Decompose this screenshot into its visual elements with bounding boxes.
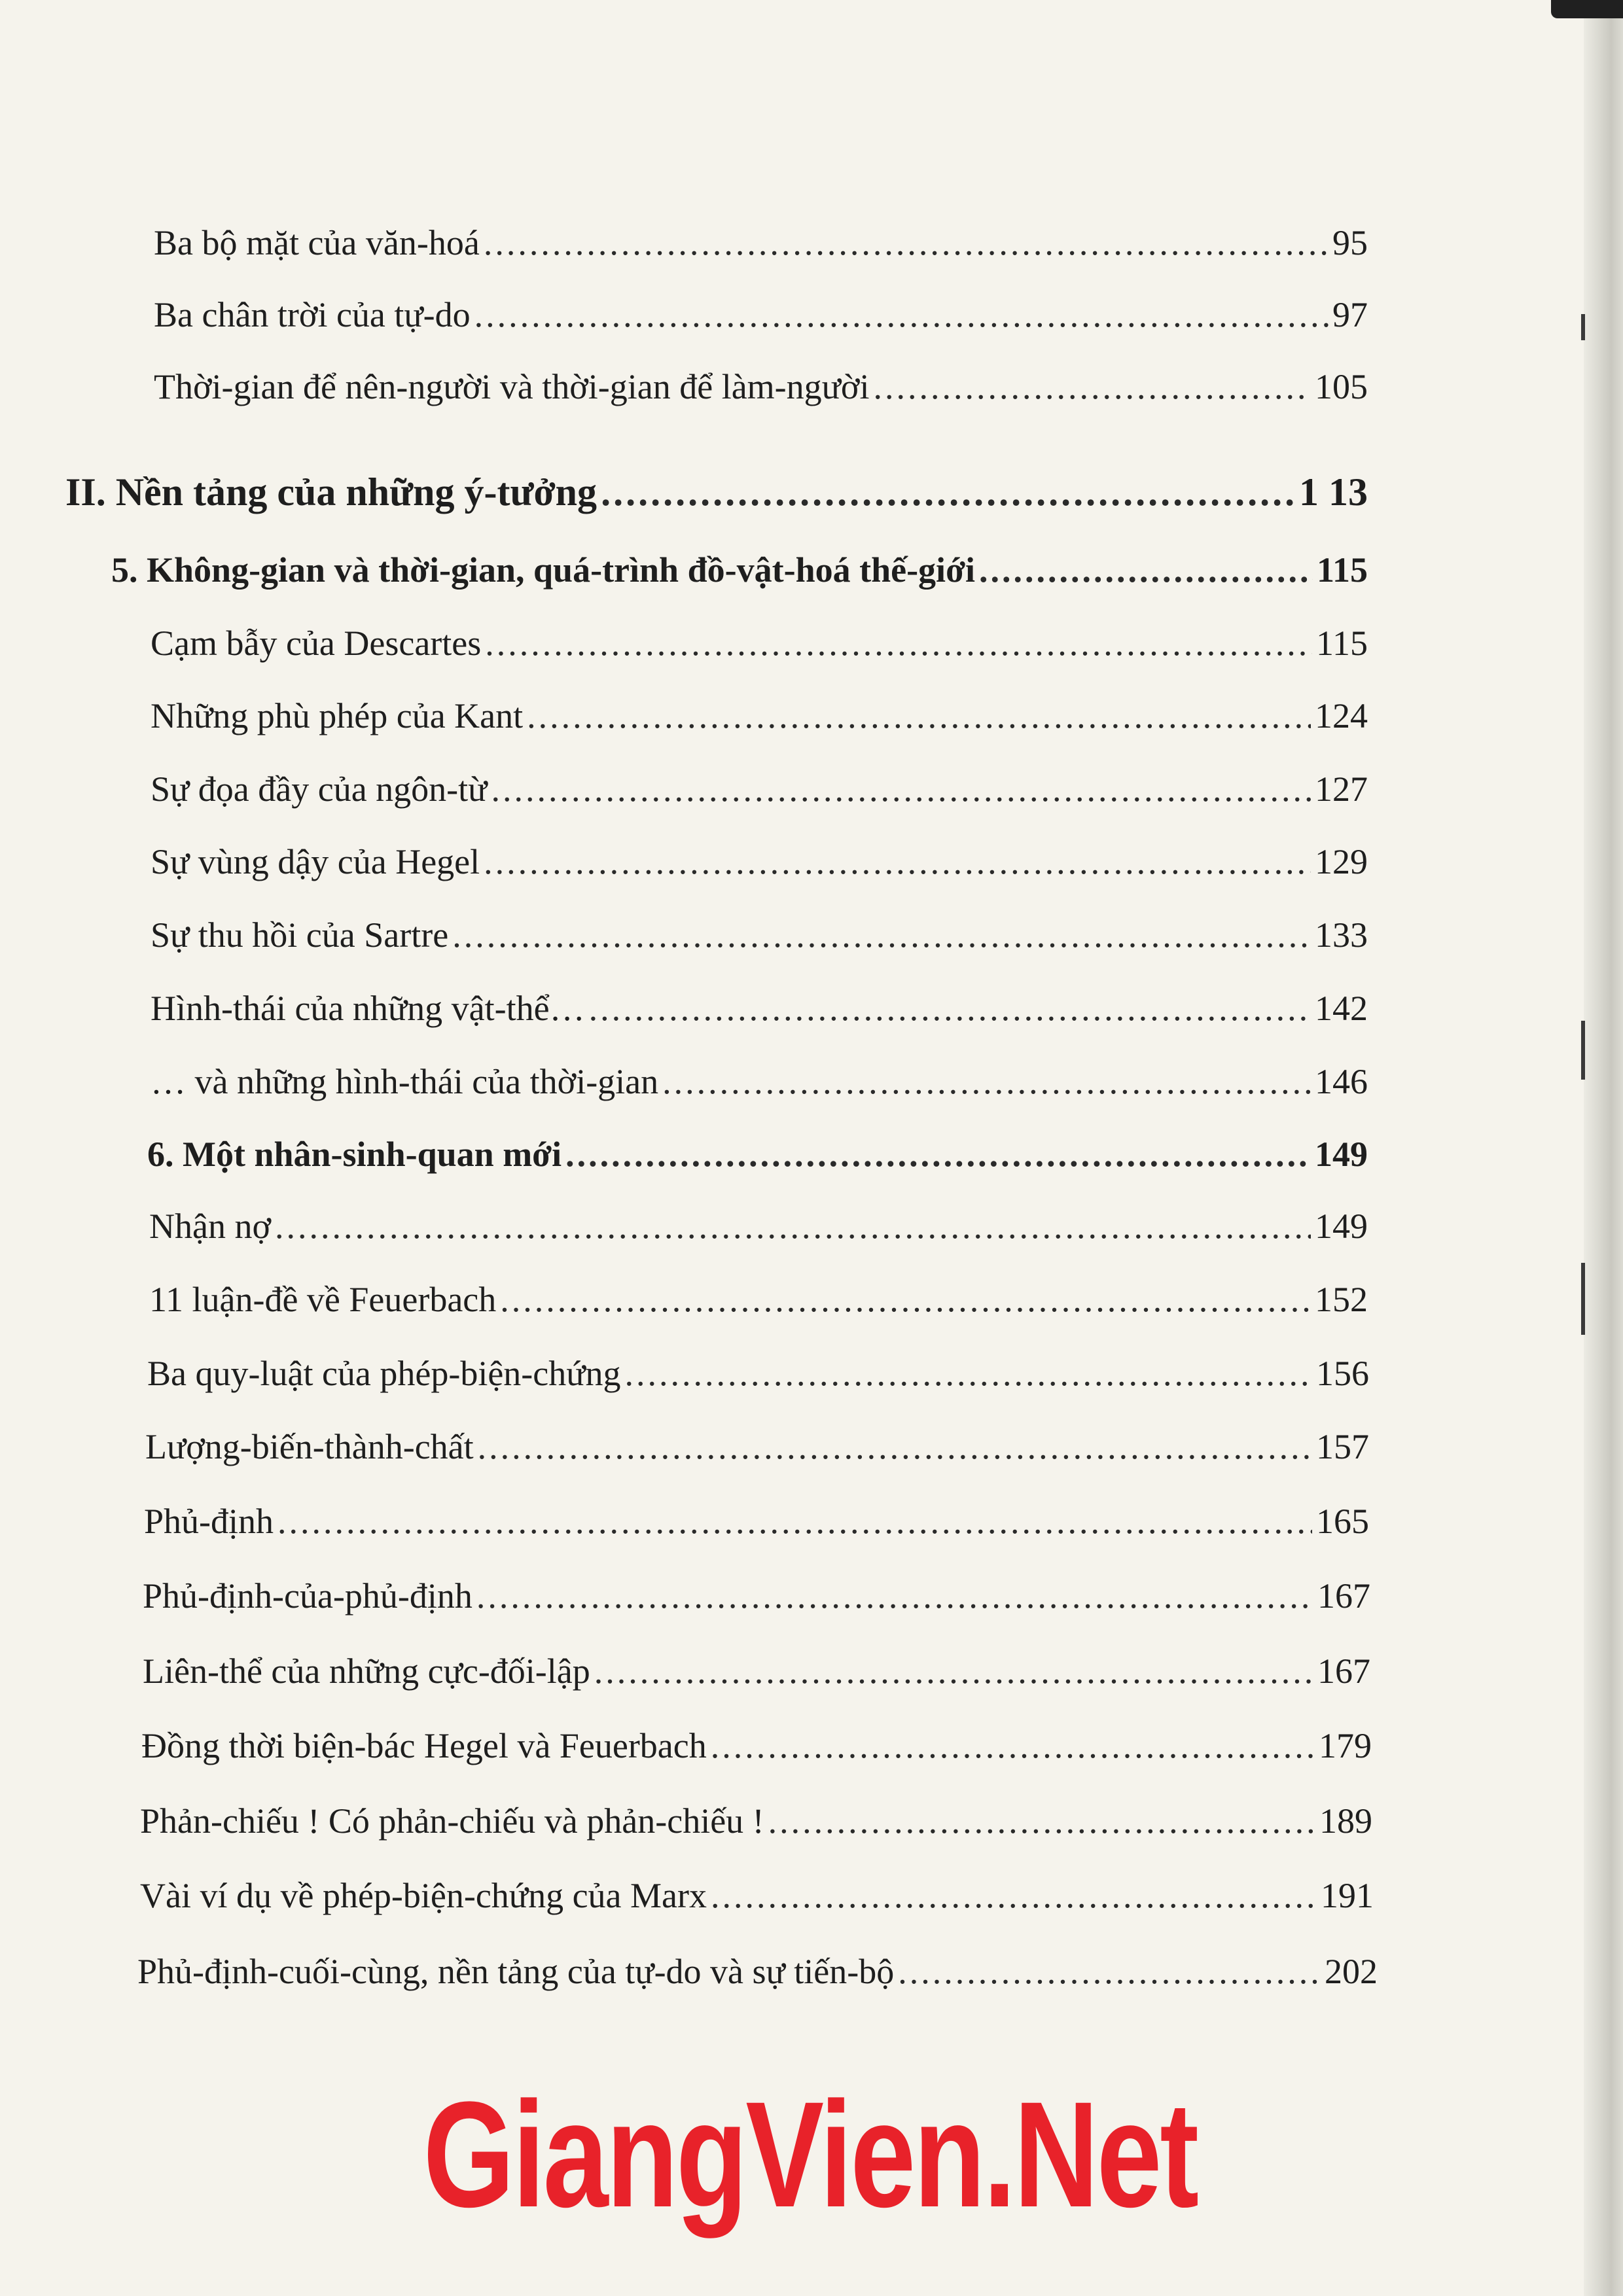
toc-entry-page: 156	[1316, 1354, 1369, 1393]
toc-entry	[154, 222, 1368, 263]
dot-leader	[898, 1951, 1321, 1992]
toc-entry-page: 149	[1315, 1207, 1368, 1246]
dot-leader	[277, 1501, 1312, 1542]
dot-leader	[662, 1061, 1311, 1102]
toc-entry	[147, 1353, 1369, 1394]
toc-entry-page: 167	[1317, 1651, 1370, 1691]
watermark-logo: GiangVien.Net	[423, 2070, 1197, 2238]
dot-leader	[478, 1426, 1312, 1467]
toc-entry-title: Phủ-định-cuối-cùng, nền tảng của tự-do và sự tiến-bộ	[137, 1952, 895, 1991]
toc-entry	[144, 1501, 1369, 1542]
toc-entry-page: 146	[1315, 1062, 1368, 1101]
toc-entry	[151, 841, 1368, 882]
dot-leader	[484, 222, 1329, 263]
toc-entry	[154, 294, 1368, 335]
toc-entry-page: 97	[1332, 295, 1368, 334]
dot-leader	[452, 915, 1311, 955]
dot-leader	[485, 623, 1312, 663]
toc-entry-title: Thời-gian để nên-người và thời-gian để làm-người	[154, 367, 870, 406]
toc-entry-page: 202	[1325, 1952, 1378, 1991]
toc-entry-page: 105	[1315, 367, 1368, 406]
toc-entry-title: Phủ-định-của-phủ-định	[143, 1576, 473, 1616]
toc-entry	[137, 1951, 1378, 1992]
dot-leader	[589, 988, 1311, 1029]
toc-entry-page: 127	[1315, 769, 1368, 809]
toc-entry-page: 165	[1316, 1502, 1369, 1541]
toc-entry-page: 191	[1321, 1876, 1374, 1915]
dot-leader	[625, 1353, 1312, 1394]
toc-entry-title: Ba quy-luật của phép-biện-chứng	[147, 1354, 621, 1393]
toc-entry-title: Ba chân trời của tự-do	[154, 295, 471, 334]
toc-entry-title: 11 luận-đề về Feuerbach	[149, 1280, 497, 1319]
dot-leader	[565, 1134, 1311, 1174]
toc-entry-title: Những phù phép của Kant	[151, 696, 524, 735]
toc-entry-title: Ba bộ mặt của văn-hoá	[154, 223, 480, 262]
toc-entry	[151, 1061, 1368, 1102]
toc-entry-title: 6. Một nhân-sinh-quan mới	[147, 1135, 562, 1174]
dot-leader	[500, 1279, 1311, 1320]
dot-leader	[527, 696, 1311, 736]
toc-entry-title: Phản-chiếu ! Có phản-chiếu và phản-chiếu !	[140, 1801, 764, 1841]
toc-entry	[141, 1725, 1372, 1766]
toc-entry-page: 1 13	[1299, 470, 1368, 514]
dot-leader	[601, 470, 1295, 515]
toc-entry-page: 115	[1316, 550, 1368, 590]
toc-entry	[143, 1651, 1370, 1691]
toc-entry	[149, 1279, 1368, 1320]
toc-chapter-heading	[147, 1134, 1368, 1174]
toc-entry	[143, 1576, 1370, 1616]
dot-leader	[484, 841, 1311, 882]
toc-entry-title: Sự đọa đầy của ngôn-từ	[151, 769, 488, 809]
toc-entry	[145, 1426, 1369, 1467]
dot-leader	[491, 769, 1311, 809]
toc-entry-title: Sự vùng dậy của Hegel	[151, 842, 480, 881]
toc-entry-page: 152	[1315, 1280, 1368, 1319]
toc-entry-page: 167	[1317, 1576, 1370, 1616]
toc-entry	[151, 988, 1368, 1029]
toc-entry-title: Lượng-biến-thành-chất	[145, 1427, 474, 1466]
toc-entry-title: Phủ-định	[144, 1502, 274, 1541]
toc-part-heading	[65, 470, 1368, 515]
dot-leader	[275, 1206, 1311, 1246]
dot-leader	[979, 550, 1313, 590]
toc-entry	[154, 366, 1368, 407]
toc-entry-page: 149	[1315, 1135, 1368, 1174]
toc-chapter-heading	[111, 550, 1368, 590]
toc-entry-title: Nhận nợ	[149, 1207, 272, 1246]
toc-entry	[151, 623, 1368, 663]
toc-entry-title: II. Nền tảng của những ý-tưởng	[65, 470, 597, 514]
dot-leader	[711, 1725, 1315, 1766]
toc-entry	[151, 696, 1368, 736]
toc-entry-page: 124	[1315, 696, 1368, 735]
toc-entry-title: Hình-thái của những vật-thể…	[151, 989, 585, 1028]
toc-entry-page: 129	[1315, 842, 1368, 881]
toc-entry-page: 133	[1315, 915, 1368, 955]
toc-entry-page: 189	[1319, 1801, 1372, 1841]
toc-entry	[149, 1206, 1368, 1246]
toc-entry-title: … và những hình-thái của thời-gian	[151, 1062, 659, 1101]
toc-entry-page: 157	[1316, 1427, 1369, 1466]
toc-entry-page: 179	[1319, 1726, 1372, 1765]
dot-leader	[768, 1801, 1315, 1841]
dot-leader	[873, 366, 1311, 407]
toc-entry	[140, 1875, 1374, 1916]
toc-entry-title: Liên-thể của những cực-đối-lập	[143, 1651, 590, 1691]
toc-entry-title: Cạm bẫy của Descartes	[151, 624, 482, 663]
dot-leader	[474, 294, 1329, 335]
toc-entry-page: 142	[1315, 989, 1368, 1028]
toc-entry-title: Sự thu hồi của Sartre	[151, 915, 449, 955]
toc-entry	[151, 769, 1368, 809]
toc-entry-title: 5. Không-gian và thời-gian, quá-trình đồ-vật-hoá thế-giới	[111, 550, 975, 590]
dot-leader	[711, 1875, 1317, 1916]
dot-leader	[476, 1576, 1313, 1616]
toc-entry	[140, 1801, 1372, 1841]
dot-leader	[594, 1651, 1313, 1691]
toc-entry-title: Vài ví dụ về phép-biện-chứng của Marx	[140, 1876, 707, 1915]
toc-entry-page: 115	[1316, 624, 1368, 663]
toc-entry	[151, 915, 1368, 955]
toc-entry-title: Đồng thời biện-bác Hegel và Feuerbach	[141, 1726, 707, 1765]
toc-entry-page: 95	[1332, 223, 1368, 262]
